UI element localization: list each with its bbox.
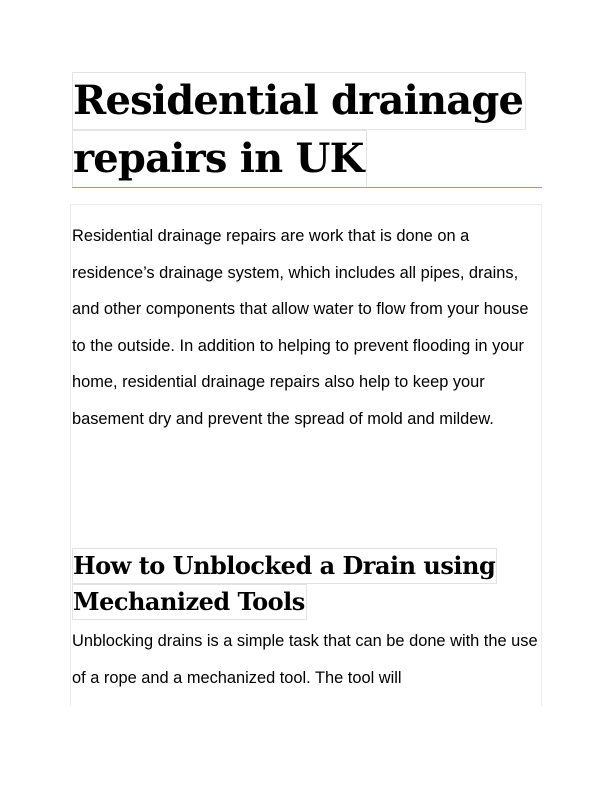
title-line-1	[72, 72, 542, 130]
title-line-2	[72, 130, 542, 188]
page-bottom-margin	[0, 706, 612, 792]
intro-paragraph: Residential drainage repairs are work that is done on a residence’s drainage system, which includes all pipes, drains, and other components that allow water to flow from your house to the outside. In addition to helping to prevent flooding in your home, residential drainage repairs also help to keep your basement dry and prevent the spread of mold and mildew.	[72, 227, 529, 428]
section-paragraph: Unblocking drains is a simple task that can be done with the use of a rope and a mechanized tool. The tool will	[72, 632, 538, 687]
section-heading	[72, 548, 542, 620]
section-heading-line-1-text: How to Unblocked a Drain using	[72, 548, 497, 584]
page-title	[72, 72, 542, 188]
title-line-1-text: Residential drainage	[72, 72, 526, 130]
title-underline-divider	[72, 187, 542, 188]
title-line-2-text: repairs in UK	[72, 130, 367, 188]
section-heading-line-1	[72, 548, 542, 584]
section-heading-line-2	[72, 584, 542, 620]
section-heading-line-2-text: Mechanized Tools	[72, 584, 307, 620]
